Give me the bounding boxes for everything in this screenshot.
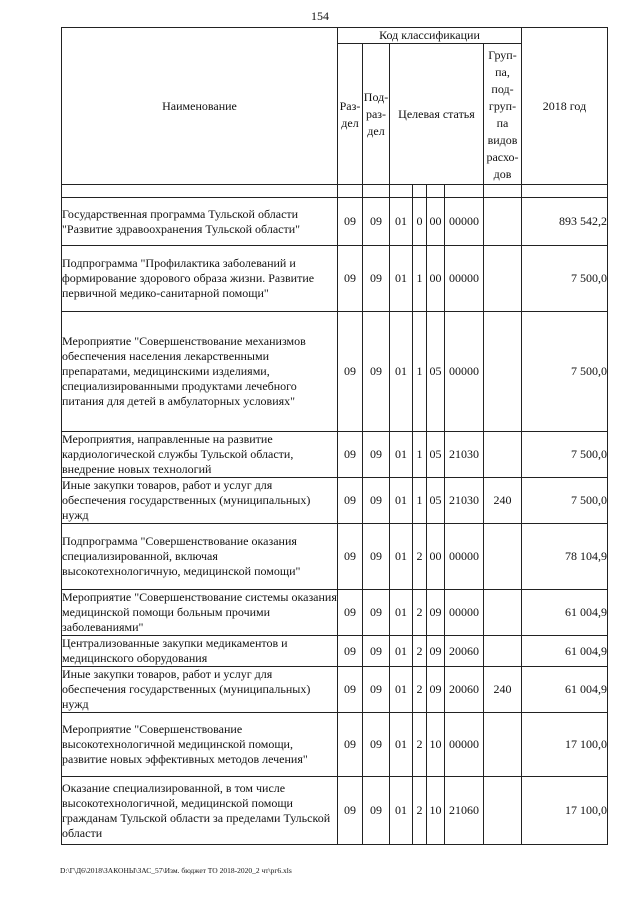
cell-razdel: 09 <box>338 312 363 432</box>
cell-subprogram: 1 <box>413 312 427 432</box>
spacer-row <box>62 185 608 198</box>
spacer-cell <box>427 185 445 198</box>
cell-podrazdel: 09 <box>363 432 390 478</box>
header-podrazdel-label: Под- раз- дел <box>363 90 389 138</box>
header-name: Наименование <box>62 28 338 185</box>
cell-event: 09 <box>427 667 445 713</box>
table-row <box>62 198 608 246</box>
cell-program: 01 <box>390 432 413 478</box>
cell-direction: 21060 <box>445 777 484 845</box>
cell-razdel: 09 <box>338 198 363 246</box>
cell-expense-group <box>484 713 522 777</box>
cell-expense-group <box>484 198 522 246</box>
cell-podrazdel: 09 <box>363 636 390 667</box>
table-row <box>62 713 608 777</box>
cell-event: 00 <box>427 524 445 590</box>
header-target <box>390 44 484 185</box>
cell-direction: 21030 <box>445 432 484 478</box>
cell-amount: 17 100,0 <box>522 777 608 845</box>
cell-expense-group <box>484 312 522 432</box>
cell-subprogram: 2 <box>413 777 427 845</box>
cell-razdel: 09 <box>338 713 363 777</box>
cell-amount: 78 104,9 <box>522 524 608 590</box>
cell-podrazdel: 09 <box>363 777 390 845</box>
cell-program: 01 <box>390 198 413 246</box>
cell-podrazdel: 09 <box>363 524 390 590</box>
cell-program: 01 <box>390 636 413 667</box>
cell-amount: 7 500,0 <box>522 432 608 478</box>
header-classification: Код классификации <box>338 28 522 44</box>
table-row <box>62 667 608 713</box>
cell-event: 10 <box>427 777 445 845</box>
cell-event: 10 <box>427 713 445 777</box>
cell-name: Мероприятие "Совершенствование высокотехнологичной медицинской помощи, развитие новых эффективных методов лечения" <box>62 713 338 777</box>
header-row-top <box>62 28 608 44</box>
cell-name: Оказание специализированной, в том числе высокотехнологичной, медицинской помощи гражданам Тульской области за пределами Тульской области <box>62 777 338 845</box>
spacer-cell <box>484 185 522 198</box>
table-row <box>62 246 608 312</box>
cell-name: Иные закупки товаров, работ и услуг для обеспечения государственных (муниципальных) нужд <box>62 478 338 524</box>
cell-subprogram: 1 <box>413 478 427 524</box>
cell-subprogram: 2 <box>413 636 427 667</box>
cell-podrazdel: 09 <box>363 478 390 524</box>
cell-amount: 7 500,0 <box>522 478 608 524</box>
cell-name: Централизованные закупки медикаментов и медицинского оборудования <box>62 636 338 667</box>
table-row <box>62 312 608 432</box>
cell-direction: 00000 <box>445 198 484 246</box>
cell-program: 01 <box>390 246 413 312</box>
cell-podrazdel: 09 <box>363 246 390 312</box>
cell-program: 01 <box>390 478 413 524</box>
cell-name: Мероприятие "Совершенствование системы оказания медицинской помощи больным прочими заболеваниями" <box>62 590 337 634</box>
cell-podrazdel: 09 <box>363 198 390 246</box>
header-group-label: Груп- па, под- груп- па видов расхо- дов <box>486 47 519 181</box>
cell-expense-group: 240 <box>484 667 522 713</box>
cell-amount: 7 500,0 <box>522 312 608 432</box>
cell-razdel: 09 <box>338 478 363 524</box>
file-path-footer: D:\Г\Д6\2018\ЗАКОНЫ\ЗАС_57\Изм. бюджет ТО 2018-2020_2 чт\рг6.xls <box>60 866 292 875</box>
table-row <box>62 478 608 524</box>
cell-amount: 7 500,0 <box>522 246 608 312</box>
cell-event: 09 <box>427 636 445 667</box>
spacer-cell <box>62 185 338 198</box>
budget-table <box>61 27 608 845</box>
header-group <box>484 44 522 185</box>
header-target-label: Целевая статья <box>398 107 475 121</box>
cell-subprogram: 2 <box>413 713 427 777</box>
cell-razdel: 09 <box>338 590 363 636</box>
cell-razdel: 09 <box>338 636 363 667</box>
cell-amount: 61 004,9 <box>522 590 608 636</box>
cell-subprogram: 1 <box>413 246 427 312</box>
cell-razdel: 09 <box>338 246 363 312</box>
cell-razdel: 09 <box>338 432 363 478</box>
cell-event: 09 <box>427 590 445 636</box>
cell-subprogram: 2 <box>413 524 427 590</box>
cell-event: 05 <box>427 432 445 478</box>
table-row <box>62 777 608 845</box>
cell-expense-group <box>484 432 522 478</box>
cell-program: 01 <box>390 524 413 590</box>
cell-podrazdel: 09 <box>363 713 390 777</box>
cell-subprogram: 2 <box>413 667 427 713</box>
cell-amount: 893 542,2 <box>522 198 608 246</box>
cell-podrazdel: 09 <box>363 590 390 636</box>
table-row <box>62 432 608 478</box>
cell-program: 01 <box>390 713 413 777</box>
cell-expense-group: 240 <box>484 478 522 524</box>
cell-razdel: 09 <box>338 524 363 590</box>
header-podrazdel <box>363 44 390 185</box>
cell-program: 01 <box>390 777 413 845</box>
cell-amount: 61 004,9 <box>522 667 608 713</box>
spacer-cell <box>338 185 363 198</box>
cell-podrazdel: 09 <box>363 312 390 432</box>
cell-direction: 00000 <box>445 524 484 590</box>
cell-name: Подпрограмма "Совершенствование оказания специализированной, включая высокотехнологичную, медицинской помощи" <box>62 524 338 590</box>
header-razdel <box>338 44 363 185</box>
cell-direction: 00000 <box>445 312 484 432</box>
cell-event: 05 <box>427 312 445 432</box>
cell-direction: 21030 <box>445 478 484 524</box>
cell-subprogram: 1 <box>413 432 427 478</box>
cell-direction: 20060 <box>445 636 484 667</box>
page-number: 154 <box>311 9 329 23</box>
cell-name: Мероприятия, направленные на развитие кардиологической службы Тульской области, внедрение новых технологий <box>62 432 338 478</box>
cell-expense-group <box>484 590 522 636</box>
cell-expense-group <box>484 524 522 590</box>
cell-expense-group <box>484 777 522 845</box>
cell-event: 05 <box>427 478 445 524</box>
cell-amount: 17 100,0 <box>522 713 608 777</box>
cell-expense-group <box>484 246 522 312</box>
cell-program: 01 <box>390 312 413 432</box>
table-body <box>62 185 608 845</box>
cell-event: 00 <box>427 246 445 312</box>
cell-name: Иные закупки товаров, работ и услуг для обеспечения государственных (муниципальных) нужд <box>62 667 338 713</box>
spacer-cell <box>390 185 413 198</box>
cell-expense-group <box>484 636 522 667</box>
table-row <box>62 590 608 636</box>
spacer-cell <box>522 185 608 198</box>
cell-name: Мероприятие "Совершенствование механизмов обеспечения населения лекарственными препаратами, медицинскими изделиями, специализированными продуктами лечебного питания для детей в амбулаторных условиях" <box>62 312 338 432</box>
cell-subprogram: 0 <box>413 198 427 246</box>
cell-program: 01 <box>390 590 413 636</box>
spacer-cell <box>413 185 427 198</box>
header-year: 2018 год <box>522 28 608 185</box>
cell-podrazdel: 09 <box>363 667 390 713</box>
cell-direction: 00000 <box>445 246 484 312</box>
spacer-cell <box>363 185 390 198</box>
cell-program: 01 <box>390 667 413 713</box>
header-razdel-label: Раз- дел <box>339 98 361 130</box>
cell-direction: 00000 <box>445 713 484 777</box>
cell-name: Государственная программа Тульской области "Развитие здравоохранения Тульской области" <box>62 198 338 246</box>
table-row <box>62 636 608 667</box>
spacer-cell <box>445 185 484 198</box>
cell-razdel: 09 <box>338 667 363 713</box>
cell-razdel: 09 <box>338 777 363 845</box>
cell-amount: 61 004,9 <box>522 636 608 667</box>
cell-name: Подпрограмма "Профилактика заболеваний и формирование здорового образа жизни. Развитие первичной медико-санитарной помощи" <box>62 246 338 312</box>
cell-direction: 20060 <box>445 667 484 713</box>
table-row <box>62 524 608 590</box>
cell-direction: 00000 <box>445 590 484 636</box>
cell-subprogram: 2 <box>413 590 427 636</box>
cell-event: 00 <box>427 198 445 246</box>
